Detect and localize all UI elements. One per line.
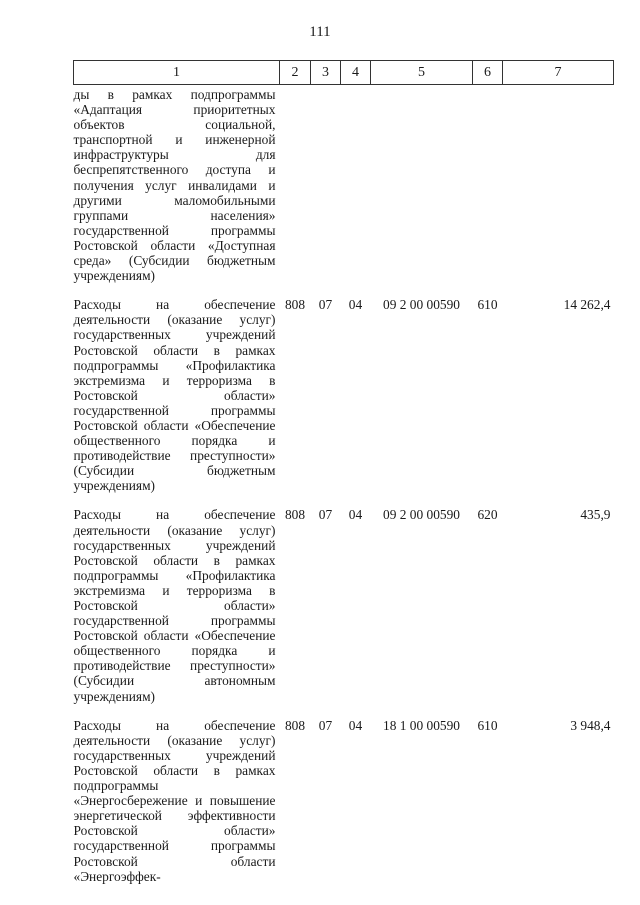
cell-target: 09 2 00 00590 [383, 507, 460, 523]
cell-subsection [341, 85, 371, 284]
cell-amount: 3 948,4 [570, 717, 611, 733]
column-header: 1 [74, 61, 280, 85]
cell-subsection: 04 [348, 717, 363, 733]
cell-expense-type: 620 [477, 507, 498, 523]
row-description: Расходы на обеспечение деятельности (оказание услуг) государственных учреждений Ростовской области в рамках подпрограммы «Профилактика экстремизма и терроризма в Ростовской области» государственной программы Ростовской области «Обеспечение общественного порядка и противодействие преступности» (Субсидии автономным учреждениям) [73, 507, 276, 704]
column-header: 6 [473, 61, 503, 85]
cell-amount: 14 262,4 [563, 297, 611, 313]
cell-target: 09 2 00 00590 [383, 297, 460, 313]
row-description: Расходы на обеспечение деятельности (оказание услуг) государственных учреждений Ростовской области в рамках подпрограммы «Профилактика экстремизма и терроризма в Ростовской области» государственной программы Ростовской области «Обеспечение общественного порядка и противодействие преступности» (Субсидии бюджетным учреждениям) [73, 297, 276, 494]
column-header: 2 [280, 61, 311, 85]
column-header: 4 [341, 61, 371, 85]
column-header: 3 [311, 61, 341, 85]
row-description: Расходы на обеспечение деятельности (оказание услуг) государственных учреждений Ростовской области в рамках подпрограммы «Энергосбережение и повышение энергетической эффективности Ростовской области» государственной программы Ростовской области «Энергоэффек- [73, 717, 276, 884]
cell-ministry [280, 85, 311, 284]
cell-ministry: 808 [284, 717, 306, 733]
table-row [74, 493, 614, 703]
cell-subsection: 04 [348, 507, 363, 523]
cell-section [311, 85, 341, 284]
cell-section: 07 [318, 507, 333, 523]
cell-subsection: 04 [348, 297, 363, 313]
cell-ministry: 808 [284, 297, 306, 313]
cell-expense-type [473, 85, 503, 284]
cell-amount [503, 85, 614, 284]
cell-expense-type: 610 [477, 717, 498, 733]
table-row [74, 704, 614, 884]
table-row [74, 85, 614, 284]
table-row [74, 283, 614, 493]
cell-target: 18 1 00 00590 [383, 717, 460, 733]
cell-section: 07 [318, 297, 333, 313]
table-header [74, 61, 614, 85]
cell-amount: 435,9 [580, 507, 611, 523]
budget-table [73, 60, 614, 884]
row-description: ды в рамках подпрограммы «Адаптация приоритетных объектов социальной, транспортной и инженерной инфраструктуры для беспрепятственного доступа и получения услуг инвалидами и другими маломобильными группами населения» государственной программы Ростовской области «Доступная среда» (Субсидии бюджетным учреждениям) [73, 87, 276, 284]
column-header: 5 [371, 61, 473, 85]
page-number: 111 [309, 24, 331, 40]
cell-target [371, 85, 473, 284]
cell-expense-type: 610 [477, 297, 498, 313]
cell-section: 07 [318, 717, 333, 733]
column-header: 7 [503, 61, 614, 85]
cell-ministry: 808 [284, 507, 306, 523]
